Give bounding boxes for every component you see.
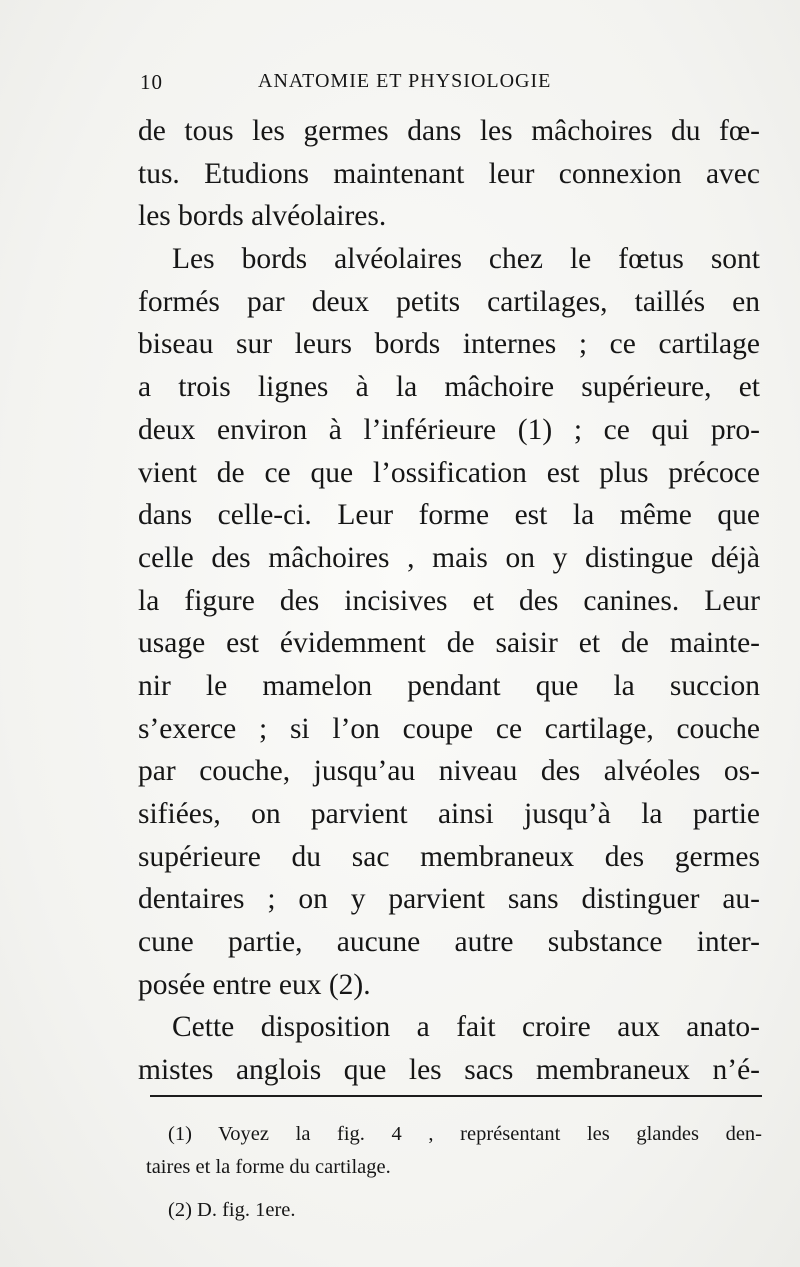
- footnotes: [146, 1118, 762, 1227]
- text-line: mistes anglois que les sacs membraneux n’é-: [138, 1054, 760, 1087]
- body-text: [138, 110, 760, 1092]
- text-line: celle des mâchoires , mais on y distingue déjà: [138, 541, 760, 574]
- text-line: posée entre eux (2).: [138, 968, 371, 1001]
- text-line: de tous les germes dans les mâchoires du fœ-: [138, 115, 760, 147]
- text-line: a trois lignes à la mâchoire supérieure, et: [138, 371, 760, 404]
- text-line: deux environ à l’inférieure (1) ; ce qui pro-: [138, 413, 760, 446]
- text-line: Cette disposition a fait croire aux anato-: [172, 1011, 760, 1044]
- text-line: nir le mamelon pendant que la succion: [138, 669, 760, 702]
- text-line: cune partie, aucune autre substance inter-: [138, 926, 760, 959]
- text-line: formés par deux petits cartilages, taillés en: [138, 285, 760, 318]
- footnote-rule: [150, 1095, 762, 1097]
- text-line: biseau sur leurs bords internes ; ce cartilage: [138, 328, 760, 361]
- text-line: la figure des incisives et des canines. Leur: [138, 584, 760, 617]
- footnote-1-continuation: taires et la forme du cartilage.: [146, 1156, 391, 1178]
- text-line: supérieure du sac membraneux des germes: [138, 840, 760, 873]
- text-line: sifiées, on parvient ainsi jusqu’à la partie: [138, 798, 760, 830]
- text-line: dans celle-ci. Leur forme est la même que: [138, 499, 760, 532]
- running-head: ANATOMIE ET PHYSIOLOGIE: [258, 70, 552, 92]
- text-line: les bords alvéolaires.: [138, 200, 387, 233]
- text-line: s’exerce ; si l’on coupe ce cartilage, couche: [138, 712, 760, 745]
- page-header: [140, 70, 760, 104]
- text-line: vient de ce que l’ossification est plus précoce: [138, 456, 760, 489]
- footnote-1: (1) Voyez la fig. 4 , représentant les glandes den-: [168, 1123, 762, 1145]
- footnote-2: (2) D. fig. 1ere.: [168, 1199, 296, 1221]
- text-line: tus. Etudions maintenant leur connexion avec: [138, 157, 760, 190]
- text-line: Les bords alvéolaires chez le fœtus sont: [172, 243, 760, 276]
- text-line: par couche, jusqu’au niveau des alvéoles os-: [138, 755, 760, 788]
- page-number: 10: [140, 70, 163, 94]
- text-line: dentaires ; on y parvient sans distinguer au-: [138, 883, 760, 916]
- text-line: usage est évidemment de saisir et de mainte-: [138, 627, 760, 660]
